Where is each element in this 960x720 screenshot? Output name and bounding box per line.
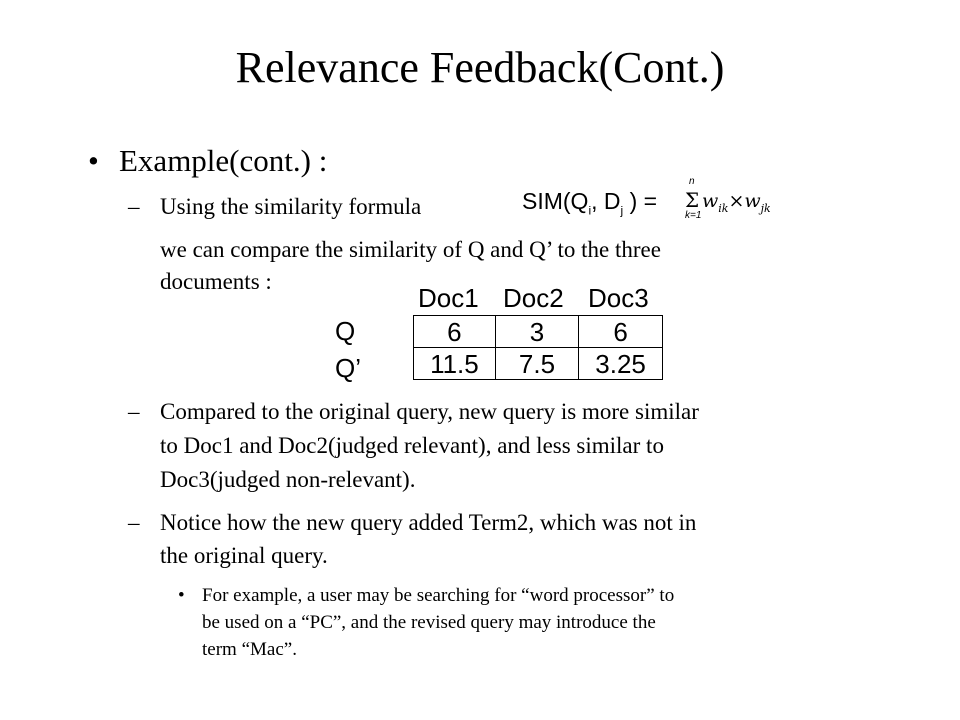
- dash-marker: –: [128, 194, 140, 219]
- main-bullet: [88, 141, 327, 181]
- table-cell: 3: [495, 316, 578, 348]
- column-header-doc2: Doc2: [503, 283, 564, 313]
- item-similarity-text: Using the similarity formula: [160, 194, 422, 219]
- compare-text-line2: documents :: [160, 269, 272, 294]
- sum-upper-limit: n: [689, 176, 695, 187]
- formula-lhs: $SIM(Q_i$, $D_j$ ) =: [522, 188, 658, 218]
- table-cell: 7.5: [495, 348, 578, 380]
- row-label-q-prime: Q’: [335, 353, 361, 383]
- notice-text-line1: Notice how the new query added Term2, which was not in: [160, 510, 697, 535]
- compared-text-line2: to Doc1 and Doc2(judged relevant), and less similar to: [160, 433, 664, 458]
- notice-text-line2: the original query.: [160, 543, 328, 568]
- example-text-line2: be used on a “PC”, and the revised query may introduce the: [202, 612, 656, 633]
- column-header-doc1: Doc1: [418, 283, 479, 313]
- dash-marker: –: [128, 399, 140, 424]
- sum-symbol: Σ: [685, 188, 700, 212]
- table-cell: 11.5: [414, 348, 496, 380]
- slide-title: Relevance Feedback(Cont.): [235, 43, 725, 92]
- example-text-line1: For example, a user may be searching for “word processor” to: [202, 585, 675, 606]
- bullet-marker: •: [88, 143, 99, 178]
- column-header-doc3: Doc3: [588, 283, 649, 313]
- sub-bullet-marker: •: [178, 585, 185, 606]
- table-cell: 3.25: [579, 348, 663, 380]
- compared-text-line1: Compared to the original query, new query is more similar: [160, 399, 699, 424]
- table-row: [414, 316, 663, 348]
- main-bullet-text: Example(cont.) :: [119, 143, 328, 178]
- row-label-q: Q: [335, 316, 356, 346]
- table-cell: 6: [414, 316, 496, 348]
- table-row: [414, 348, 663, 380]
- table-cell: 6: [579, 316, 663, 348]
- similarity-table: [413, 315, 663, 380]
- compare-text-line1: we can compare the similarity of Q and Q’ to the three: [160, 237, 661, 262]
- example-text-line3: term “Mac”.: [202, 639, 297, 660]
- compared-text-line3: Doc3(judged non-relevant).: [160, 467, 416, 492]
- formula-rhs: $w_{ik}\times w_{jk}$: [702, 190, 771, 215]
- sum-lower-limit: k=1: [685, 210, 702, 221]
- dash-marker: –: [128, 510, 140, 535]
